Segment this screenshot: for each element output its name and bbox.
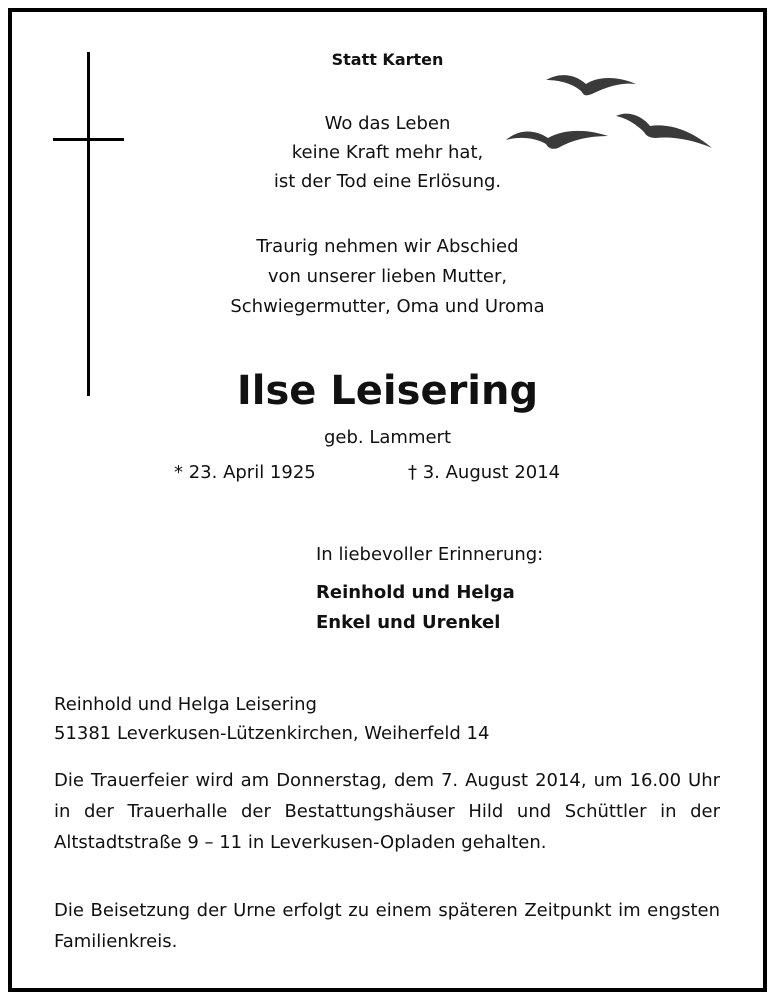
address-line-1: Reinhold und Helga Leisering [54,694,317,715]
burial-notice: Die Beisetzung der Urne erfolgt zu einem späteren Zeitpunkt im engsten Familienkreis. [54,900,720,952]
verse-line-1: Wo das Leben [324,113,451,134]
cross-icon [87,52,90,396]
address-line-2: 51381 Leverkusen-Lützenkirchen, Weiherfeld 14 [54,723,490,744]
intro-line-2: von unserer lieben Mutter, [267,266,508,287]
intro-line-1: Traurig nehmen wir Abschied [256,236,519,257]
verse-line-2: keine Kraft mehr hat, [291,142,484,163]
funeral-notice: Die Trauerfeier wird am Donnerstag, dem 7. August 2014, um 16.00 Uhr in der Trauerhalle der Bestattungshäuser Hild und Schüttler in der Altstadtstraße 9 – 11 in Leverkusen-Opladen gehalten. [54,770,720,853]
deceased-name: Ilse Leisering [236,368,539,414]
death-date: † 3. August 2014 [408,462,561,483]
mourner-name-1: Reinhold und Helga [316,582,515,603]
mourner-name-2: Enkel und Urenkel [316,612,501,633]
intro-line-3: Schwiegermutter, Oma und Uroma [230,296,545,317]
remembrance-heading: In liebevoller Erinnerung: [316,544,544,565]
notice-heading: Statt Karten [331,50,444,69]
bird-icon-1 [546,75,636,95]
birth-name: geb. Lammert [323,427,452,448]
verse-line-3: ist der Tod eine Erlösung. [273,171,502,192]
birth-date: * 23. April 1925 [174,462,316,483]
